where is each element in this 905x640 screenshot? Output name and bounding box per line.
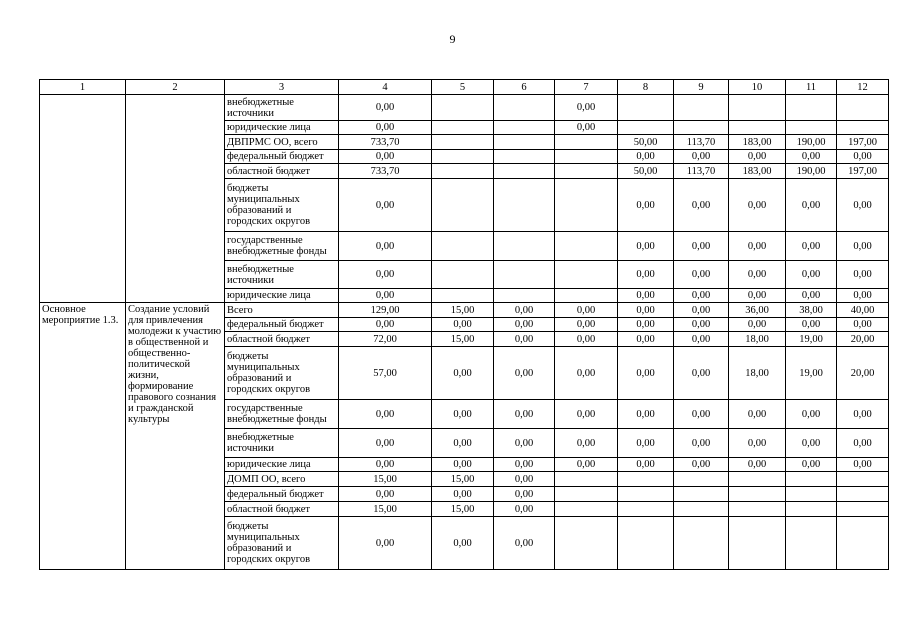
value-cell: 0,00 (432, 517, 494, 570)
funding-source-cell: федеральный бюджет (225, 150, 339, 164)
value-cell: 0,00 (674, 429, 729, 458)
value-cell (432, 179, 494, 232)
value-cell: 0,00 (494, 458, 555, 472)
measure-description-cell (126, 95, 225, 303)
value-cell: 0,00 (494, 303, 555, 318)
value-cell: 0,00 (729, 458, 786, 472)
value-cell: 0,00 (339, 429, 432, 458)
value-cell (494, 164, 555, 179)
value-cell: 19,00 (786, 332, 837, 347)
value-cell: 733,70 (339, 164, 432, 179)
value-cell (729, 472, 786, 487)
header-cell: 3 (225, 80, 339, 95)
value-cell (432, 135, 494, 150)
value-cell (432, 232, 494, 261)
value-cell: 183,00 (729, 164, 786, 179)
value-cell (555, 135, 618, 150)
value-cell (674, 502, 729, 517)
value-cell: 0,00 (494, 472, 555, 487)
value-cell: 0,00 (555, 318, 618, 332)
measure-name-cell (40, 95, 126, 303)
value-cell: 20,00 (837, 332, 889, 347)
funding-source-cell: внебюджетные источники (225, 261, 339, 289)
value-cell: 0,00 (729, 232, 786, 261)
value-cell: 0,00 (432, 347, 494, 400)
funding-source-cell: бюджеты муниципальных образований и городских округов (225, 179, 339, 232)
value-cell: 57,00 (339, 347, 432, 400)
value-cell: 0,00 (674, 289, 729, 303)
value-cell (618, 472, 674, 487)
value-cell (555, 164, 618, 179)
value-cell: 113,70 (674, 135, 729, 150)
value-cell (432, 121, 494, 135)
value-cell (618, 487, 674, 502)
funding-source-cell: бюджеты муниципальных образований и городских округов (225, 347, 339, 400)
header-cell: 6 (494, 80, 555, 95)
value-cell: 197,00 (837, 135, 889, 150)
value-cell (432, 150, 494, 164)
funding-source-cell: внебюджетные источники (225, 429, 339, 458)
value-cell (494, 289, 555, 303)
value-cell: 0,00 (432, 318, 494, 332)
header-row (40, 80, 889, 95)
value-cell: 0,00 (729, 179, 786, 232)
value-cell (494, 179, 555, 232)
value-cell: 0,00 (339, 400, 432, 429)
value-cell: 0,00 (432, 429, 494, 458)
value-cell: 0,00 (837, 318, 889, 332)
value-cell: 0,00 (786, 289, 837, 303)
value-cell: 0,00 (618, 347, 674, 400)
value-cell: 733,70 (339, 135, 432, 150)
value-cell: 0,00 (729, 150, 786, 164)
value-cell: 15,00 (339, 472, 432, 487)
value-cell (494, 150, 555, 164)
value-cell: 0,00 (837, 261, 889, 289)
value-cell: 0,00 (555, 303, 618, 318)
value-cell: 0,00 (674, 150, 729, 164)
value-cell (786, 517, 837, 570)
value-cell: 0,00 (494, 347, 555, 400)
value-cell: 0,00 (618, 429, 674, 458)
value-cell (432, 164, 494, 179)
value-cell: 72,00 (339, 332, 432, 347)
value-cell: 0,00 (786, 261, 837, 289)
value-cell (837, 502, 889, 517)
header-cell: 8 (618, 80, 674, 95)
value-cell: 0,00 (674, 303, 729, 318)
value-cell: 19,00 (786, 347, 837, 400)
value-cell: 0,00 (674, 458, 729, 472)
value-cell: 36,00 (729, 303, 786, 318)
funding-source-cell: федеральный бюджет (225, 318, 339, 332)
value-cell: 190,00 (786, 164, 837, 179)
value-cell: 0,00 (555, 332, 618, 347)
value-cell (674, 95, 729, 121)
value-cell: 0,00 (432, 458, 494, 472)
funding-source-cell: внебюджетные источники (225, 95, 339, 121)
funding-source-cell: бюджеты муниципальных образований и городских округов (225, 517, 339, 570)
block-a (40, 95, 889, 303)
value-cell: 0,00 (494, 487, 555, 502)
value-cell: 0,00 (618, 179, 674, 232)
value-cell: 0,00 (837, 458, 889, 472)
value-cell: 40,00 (837, 303, 889, 318)
value-cell: 0,00 (339, 95, 432, 121)
value-cell: 0,00 (837, 429, 889, 458)
value-cell: 0,00 (786, 150, 837, 164)
value-cell: 0,00 (618, 318, 674, 332)
value-cell: 0,00 (674, 400, 729, 429)
value-cell (674, 487, 729, 502)
value-cell: 0,00 (786, 400, 837, 429)
value-cell (494, 95, 555, 121)
value-cell (494, 232, 555, 261)
value-cell (729, 487, 786, 502)
value-cell: 15,00 (432, 472, 494, 487)
value-cell: 0,00 (555, 429, 618, 458)
value-cell (837, 121, 889, 135)
value-cell (618, 502, 674, 517)
value-cell: 0,00 (494, 400, 555, 429)
value-cell: 0,00 (837, 289, 889, 303)
value-cell: 0,00 (729, 429, 786, 458)
value-cell (555, 289, 618, 303)
value-cell: 15,00 (432, 502, 494, 517)
value-cell: 0,00 (618, 261, 674, 289)
value-cell: 0,00 (729, 289, 786, 303)
value-cell (837, 95, 889, 121)
value-cell: 0,00 (339, 289, 432, 303)
value-cell: 0,00 (837, 179, 889, 232)
value-cell: 0,00 (432, 487, 494, 502)
block-b (40, 303, 889, 570)
table-row (40, 303, 889, 318)
value-cell (555, 179, 618, 232)
value-cell (432, 289, 494, 303)
value-cell (432, 261, 494, 289)
value-cell (555, 472, 618, 487)
header-cell: 2 (126, 80, 225, 95)
value-cell (432, 95, 494, 121)
header-cell: 1 (40, 80, 126, 95)
value-cell: 197,00 (837, 164, 889, 179)
funding-source-cell: федеральный бюджет (225, 487, 339, 502)
value-cell: 0,00 (339, 121, 432, 135)
value-cell (837, 472, 889, 487)
value-cell: 0,00 (837, 232, 889, 261)
value-cell: 0,00 (339, 487, 432, 502)
value-cell (618, 517, 674, 570)
value-cell: 0,00 (674, 179, 729, 232)
value-cell: 15,00 (432, 303, 494, 318)
value-cell: 0,00 (786, 429, 837, 458)
value-cell: 190,00 (786, 135, 837, 150)
value-cell (729, 95, 786, 121)
measure-name-cell: Основное мероприятие 1.3. (40, 303, 126, 570)
value-cell: 0,00 (339, 318, 432, 332)
value-cell: 20,00 (837, 347, 889, 400)
value-cell: 15,00 (432, 332, 494, 347)
value-cell (618, 121, 674, 135)
value-cell: 0,00 (618, 458, 674, 472)
value-cell (837, 487, 889, 502)
value-cell: 0,00 (618, 289, 674, 303)
value-cell: 0,00 (674, 347, 729, 400)
budget-table (39, 79, 889, 570)
value-cell: 50,00 (618, 135, 674, 150)
value-cell (729, 502, 786, 517)
page-number: 9 (449, 32, 456, 46)
value-cell: 183,00 (729, 135, 786, 150)
value-cell: 18,00 (729, 332, 786, 347)
value-cell: 0,00 (555, 121, 618, 135)
value-cell: 0,00 (674, 318, 729, 332)
value-cell: 0,00 (729, 400, 786, 429)
header-cell: 7 (555, 80, 618, 95)
value-cell: 0,00 (555, 400, 618, 429)
value-cell (786, 502, 837, 517)
value-cell: 0,00 (494, 332, 555, 347)
funding-source-cell: областной бюджет (225, 164, 339, 179)
funding-source-cell: ДВПРМС ОО, всего (225, 135, 339, 150)
value-cell (494, 121, 555, 135)
funding-source-cell: областной бюджет (225, 502, 339, 517)
value-cell: 113,70 (674, 164, 729, 179)
funding-source-cell: ДОМП ОО, всего (225, 472, 339, 487)
header-cell: 4 (339, 80, 432, 95)
value-cell: 0,00 (494, 429, 555, 458)
value-cell (674, 121, 729, 135)
header-cell: 5 (432, 80, 494, 95)
value-cell: 0,00 (786, 179, 837, 232)
value-cell: 0,00 (339, 517, 432, 570)
value-cell: 0,00 (494, 318, 555, 332)
value-cell (555, 517, 618, 570)
header-cell: 9 (674, 80, 729, 95)
value-cell: 0,00 (494, 502, 555, 517)
value-cell: 0,00 (339, 261, 432, 289)
value-cell: 0,00 (555, 95, 618, 121)
funding-source-cell: областной бюджет (225, 332, 339, 347)
value-cell: 0,00 (729, 318, 786, 332)
value-cell: 0,00 (674, 232, 729, 261)
value-cell: 0,00 (837, 150, 889, 164)
value-cell (555, 502, 618, 517)
value-cell (494, 135, 555, 150)
value-cell: 0,00 (618, 303, 674, 318)
value-cell (837, 517, 889, 570)
value-cell: 18,00 (729, 347, 786, 400)
measure-description-cell: Создание условий для привлечения молодежи к участию в общественной и общественно-политической жизни, формирование правового сознания и гражданской культуры (126, 303, 225, 570)
header-cell: 10 (729, 80, 786, 95)
value-cell: 0,00 (618, 150, 674, 164)
funding-source-cell: юридические лица (225, 458, 339, 472)
table-row (40, 95, 889, 121)
value-cell: 0,00 (618, 232, 674, 261)
value-cell: 0,00 (786, 318, 837, 332)
value-cell (786, 472, 837, 487)
value-cell (555, 487, 618, 502)
value-cell (729, 517, 786, 570)
value-cell (674, 517, 729, 570)
value-cell: 50,00 (618, 164, 674, 179)
value-cell (555, 261, 618, 289)
value-cell (494, 261, 555, 289)
value-cell: 0,00 (432, 400, 494, 429)
header-cell: 11 (786, 80, 837, 95)
value-cell: 0,00 (618, 400, 674, 429)
value-cell: 0,00 (494, 517, 555, 570)
value-cell (786, 487, 837, 502)
funding-source-cell: государственные внебюджетные фонды (225, 400, 339, 429)
value-cell: 0,00 (729, 261, 786, 289)
funding-source-cell: государственные внебюджетные фонды (225, 232, 339, 261)
value-cell: 129,00 (339, 303, 432, 318)
value-cell: 0,00 (674, 261, 729, 289)
value-cell: 0,00 (837, 400, 889, 429)
value-cell (618, 95, 674, 121)
funding-source-cell: Всего (225, 303, 339, 318)
value-cell: 38,00 (786, 303, 837, 318)
value-cell (786, 95, 837, 121)
value-cell: 0,00 (555, 458, 618, 472)
value-cell (555, 150, 618, 164)
value-cell: 0,00 (786, 458, 837, 472)
value-cell: 0,00 (339, 179, 432, 232)
value-cell (786, 121, 837, 135)
value-cell (555, 232, 618, 261)
value-cell: 15,00 (339, 502, 432, 517)
value-cell: 0,00 (555, 347, 618, 400)
value-cell (729, 121, 786, 135)
value-cell: 0,00 (339, 150, 432, 164)
header-cell: 12 (837, 80, 889, 95)
value-cell: 0,00 (618, 332, 674, 347)
value-cell (674, 472, 729, 487)
funding-source-cell: юридические лица (225, 121, 339, 135)
value-cell: 0,00 (339, 458, 432, 472)
value-cell: 0,00 (786, 232, 837, 261)
funding-source-cell: юридические лица (225, 289, 339, 303)
value-cell: 0,00 (674, 332, 729, 347)
value-cell: 0,00 (339, 232, 432, 261)
